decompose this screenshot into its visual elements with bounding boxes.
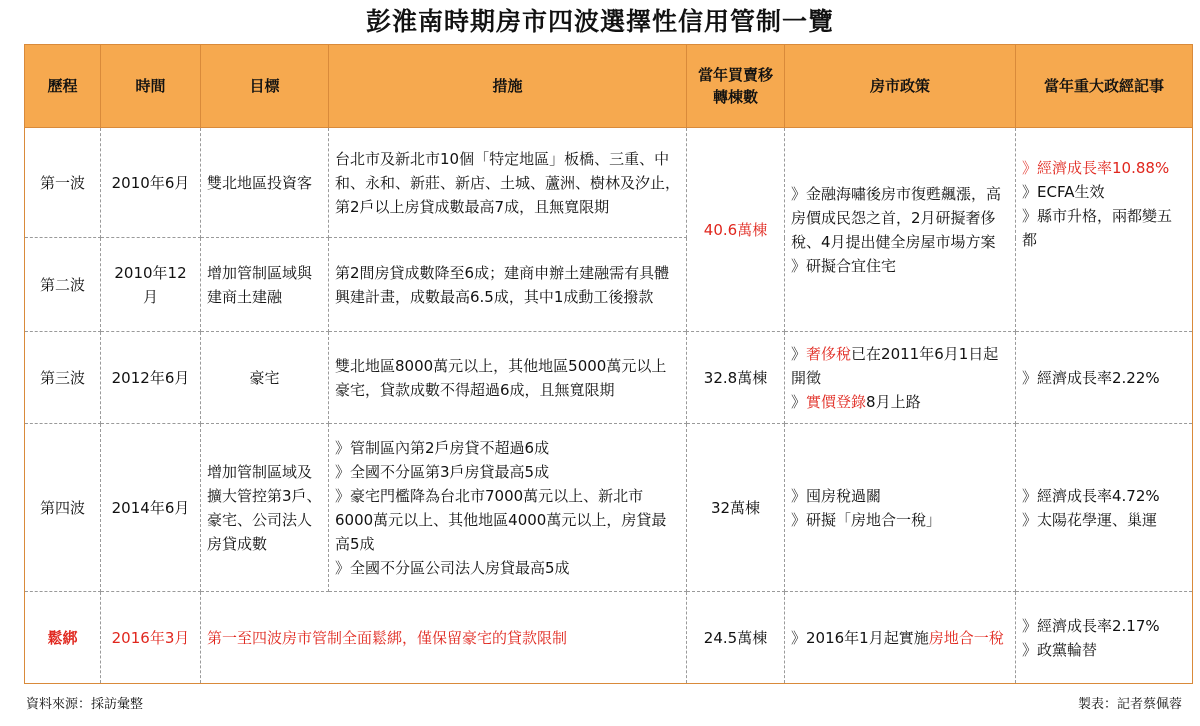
event-item: 》經濟成長率2.17% (1022, 616, 1160, 635)
event-item: 》ECFA生效 (1022, 183, 1105, 201)
header-target: 目標 (201, 45, 329, 128)
header-time: 時間 (101, 45, 201, 128)
event-item: 》縣市升格，兩都變五都 (1022, 207, 1173, 249)
header-row (25, 45, 1193, 128)
policy-cell (785, 592, 1016, 684)
table-row-wave-1 (25, 128, 1193, 238)
policy-item (791, 390, 1009, 414)
policy-prefix: 》 (791, 344, 807, 363)
header-transfers: 當年買賣移轉棟數 (687, 45, 785, 128)
header-events: 當年重大政經記事 (1016, 45, 1193, 128)
transfers-cell: 32萬棟 (687, 424, 785, 592)
target-cell: 雙北地區投資客 (201, 128, 329, 238)
measure-cell: 台北市及新北市10個「特定地區」板橋、三重、中和、永和、新莊、新店、土城、蘆洲、樹林及汐止，第2戶以上房貸成數最高7成，且無寬限期 (329, 128, 687, 238)
stage-cell: 第三波 (25, 332, 101, 424)
measure-cell: 雙北地區8000萬元以上，其他地區5000萬元以上豪宅，貸款成數不得超過6成，且無寬限期 (329, 332, 687, 424)
events-cell-merged (1016, 128, 1193, 332)
policy-highlight: 奢侈稅 (806, 344, 852, 363)
measure-cell-merged: 第一至四波房市管制全面鬆綁，僅保留豪宅的貸款限制 (201, 592, 687, 684)
event-item: 》太陽花學運、巢運 (1022, 510, 1158, 529)
header-policy: 房市政策 (785, 45, 1016, 128)
stage-cell: 第二波 (25, 238, 101, 332)
policy-cell-merged (785, 128, 1016, 332)
time-cell: 2012年6月 (101, 332, 201, 424)
measure-cell (329, 424, 687, 592)
policy-cell (785, 332, 1016, 424)
transfers-cell-merged: 40.6萬棟 (687, 128, 785, 332)
stage-cell: 鬆綁 (25, 592, 101, 684)
policy-item (791, 342, 1009, 390)
measure-item: 》豪宅門檻降為台北市7000萬元以上、新北市6000萬元以上、其他地區4000萬元以上，房貸最高5成 (335, 486, 667, 553)
policy-cell (785, 424, 1016, 592)
event-item: 》經濟成長率4.72% (1022, 486, 1160, 505)
events-cell: 》經濟成長率2.22% (1016, 332, 1193, 424)
events-cell (1016, 424, 1193, 592)
stage-cell: 第一波 (25, 128, 101, 238)
source-note: 資料來源：採訪彙整 (26, 697, 144, 712)
measure-cell: 第2間房貸成數降至6成；建商申辦土建融需有具體興建計畫，成數最高6.5成，其中1成動工後撥款 (329, 238, 687, 332)
target-cell: 豪宅 (201, 332, 329, 424)
time-cell: 2010年12月 (101, 238, 201, 332)
measure-item: 》全國不分區第3戶房貸最高5成 (335, 462, 550, 481)
policy-prefix: 》 (791, 392, 807, 411)
header-measure: 措施 (329, 45, 687, 128)
policy-item: 》研擬「房地合一稅」 (791, 510, 942, 529)
stage-cell: 第四波 (25, 424, 101, 592)
time-cell: 2014年6月 (101, 424, 201, 592)
policy-suffix: 已在2011年6月1日起開徵 (791, 344, 999, 387)
target-cell: 增加管制區域與建商土建融 (201, 238, 329, 332)
event-highlight: 》經濟成長率10.88% (1022, 159, 1170, 177)
header-stage: 歷程 (25, 45, 101, 128)
policy-suffix: 8月上路 (866, 392, 921, 411)
policy-highlight: 實價登錄 (806, 392, 867, 411)
table-row-wave-3 (25, 332, 1193, 424)
transfers-cell: 32.8萬棟 (687, 332, 785, 424)
time-cell: 2016年3月 (101, 592, 201, 684)
policy-prefix: 》2016年1月起實施 (791, 628, 929, 647)
event-item: 》政黨輪替 (1022, 640, 1098, 659)
credit-control-table (24, 44, 1193, 684)
transfers-cell: 24.5萬棟 (687, 592, 785, 684)
policy-highlight: 房地合一稅 (928, 628, 1004, 647)
measure-item: 》全國不分區公司法人房貸最高5成 (335, 558, 570, 577)
credit-note: 製表：記者蔡佩蓉 (1077, 697, 1182, 712)
page-title: 彭淮南時期房市四波選擇性信用管制一覽 (365, 7, 834, 36)
measure-item: 》管制區內第2戶房貸不超過6成 (335, 438, 550, 457)
table-row-deregulation (25, 592, 1193, 684)
table-row-wave-4 (25, 424, 1193, 592)
time-cell: 2010年6月 (101, 128, 201, 238)
policy-item: 》金融海嘯後房市復甦飆漲，高房價成民怨之首，2月研擬奢侈稅、4月提出健全房屋市場方案 (791, 184, 1002, 251)
target-cell: 增加管制區域及擴大管控第3戶、豪宅、公司法人房貸成數 (201, 424, 329, 592)
policy-item: 》囤房稅過關 (791, 486, 882, 505)
events-cell (1016, 592, 1193, 684)
policy-item: 》研擬合宜住宅 (791, 256, 897, 275)
